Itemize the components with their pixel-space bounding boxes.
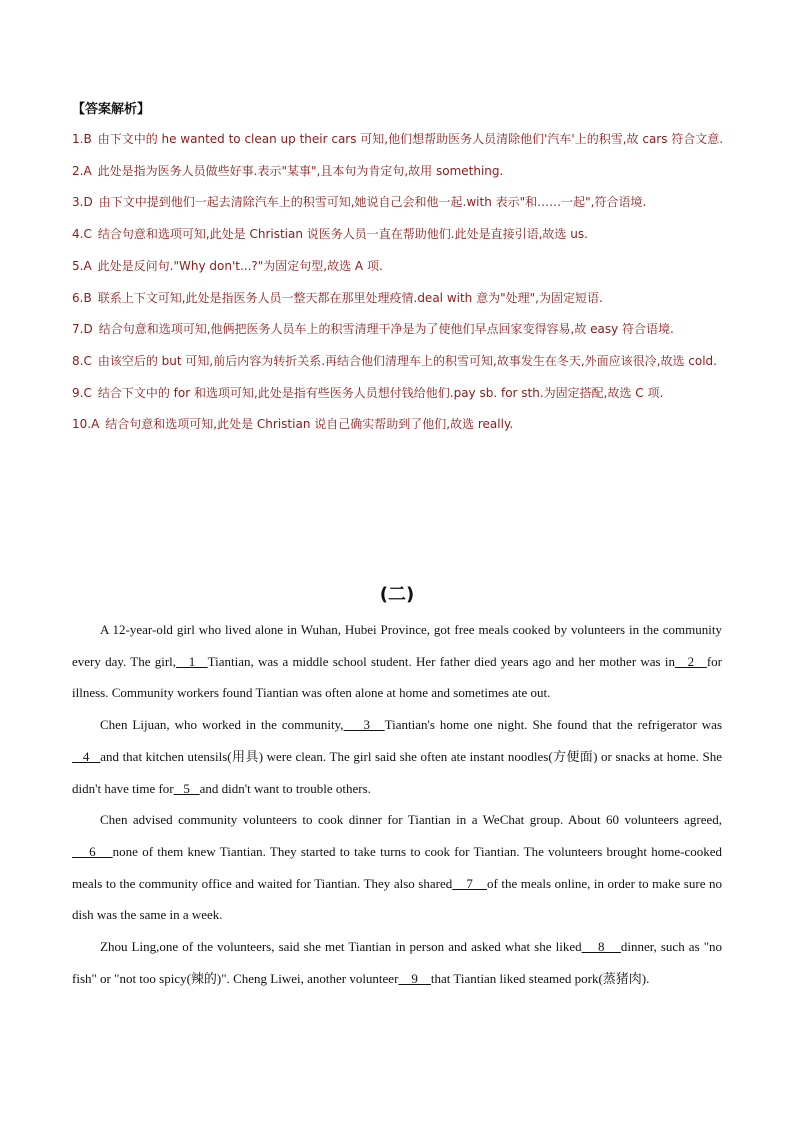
- answer-item: [72, 251, 732, 283]
- blank-6: 6: [72, 843, 113, 859]
- answer-explanation: 结合句意和选项可知,他俩把医务人员车上的积雪清理干净是为了使他们早点回家变得容易,故 easy 符合语境.: [98, 322, 674, 337]
- answer-item: [72, 124, 732, 156]
- answer-explanation: 由下文中的 he wanted to clean up their cars 可知,他们想帮助医务人员清除他们'汽车'上的积雪,故 cars 符合文意.: [97, 132, 724, 146]
- answer-number: 8.C: [72, 353, 92, 368]
- answer-analysis-heading: 【答案解析】: [72, 102, 151, 117]
- answer-item: [72, 378, 732, 410]
- answer-number: 2.A: [72, 163, 92, 178]
- answer-item: [72, 156, 732, 188]
- answer-number: 9.C: [72, 385, 92, 400]
- passage-paragraph-1: A 12-year-old girl who lived alone in Wuhan, Hubei Province, got free meals cooked by volunteers in the community every day. The girl, 1 Tiantian, was a middle school student. Her father died years ago and her mother was in 2 for illness. Community workers found Tiantian was often alone at home and sometimes ate out.: [72, 622, 723, 701]
- answer-analysis-section: [72, 96, 732, 441]
- answer-explanation: 结合下文中的 for 和选项可知,此处是指有些医务人员想付钱给他们.pay sb. for sth.为固定搭配,故选 C 项.: [97, 385, 664, 400]
- answer-explanation: 由该空后的 but 可知,前后内容为转折关系.再结合他们清理车上的积雪可知,故事发生在冬天,外面应该很冷,故选 cold.: [97, 353, 717, 368]
- answer-number: 1.B: [72, 132, 92, 146]
- blank-2: 2: [674, 653, 707, 669]
- passage-paragraph-3: Chen advised community volunteers to cook dinner for Tiantian in a WeChat group. About 60 volunteers agreed, 6 none of them knew Tiantian. They started to take turns to cook for Tiantian. The volunteers brought home-cooked meals to the community office and waited for Tiantian. They also shared 7 of the meals online, in order to make sure no dish was the same in a week.: [72, 812, 722, 923]
- answer-item: [72, 314, 732, 346]
- section-title: (二): [379, 584, 415, 605]
- blank-9: 9: [398, 970, 431, 986]
- answer-explanation: 此处是反问句."Why don't...?"为固定句型,故选 A 项.: [97, 258, 383, 273]
- blank-3: 3: [343, 717, 385, 733]
- answer-explanation: 结合句意和选项可知,此处是 Christian 说医务人员一直在帮助他们.此处是直接引语,故选 us.: [97, 227, 588, 242]
- answer-item: [72, 219, 732, 251]
- answer-explanation: 联系上下文可知,此处是指医务人员一整天都在那里处理疫情.deal with 意为"处理",为固定短语.: [97, 290, 603, 305]
- answer-item: [72, 409, 732, 441]
- answer-list: [72, 124, 732, 441]
- blank-7: 7: [452, 875, 487, 891]
- passage-paragraph-4: Zhou Ling,one of the volunteers, said she met Tiantian in person and asked what she liked 8 dinner, such as "no fish" or "not too spicy(辣的)". Cheng Liwei, another volunteer 9 that Tiantian liked steamed pork(蒸猪肉).: [72, 939, 723, 986]
- blank-4: 4: [72, 748, 101, 764]
- answer-number: 4.C: [72, 227, 92, 242]
- passage-paragraph-2: Chen Lijuan, who worked in the community, 3 Tiantian's home one night. She found that the refrigerator was 4 and that kitchen utensils(用具) were clean. The girl said she often ate instant noodles(方便面) or snacks at home. She didn't have time for 5 and didn't want to trouble others.: [72, 717, 723, 796]
- blank-8: 8: [581, 939, 621, 955]
- cloze-passage: [72, 614, 722, 994]
- answer-explanation: 结合句意和选项可知,此处是 Christian 说自己确实帮助到了他们,故选 really.: [105, 417, 514, 432]
- answer-item: [72, 283, 732, 315]
- answer-number: 3.D: [72, 195, 93, 210]
- answer-number: 10.A: [72, 417, 100, 432]
- answer-explanation: 此处是指为医务人员做些好事.表示"某事",且本句为肯定句,故用 something.: [97, 163, 504, 178]
- answer-item: [72, 187, 732, 219]
- blank-5: 5: [173, 780, 200, 796]
- answer-number: 7.D: [72, 322, 93, 337]
- blank-1: 1: [176, 653, 208, 669]
- answer-explanation: 由下文中提到他们一起去清除汽车上的积雪可知,她说自己会和他一起.with 表示"和……一起",符合语境.: [98, 195, 647, 210]
- answer-item: [72, 346, 732, 378]
- answer-number: 5.A: [72, 258, 92, 273]
- answer-number: 6.B: [72, 290, 92, 305]
